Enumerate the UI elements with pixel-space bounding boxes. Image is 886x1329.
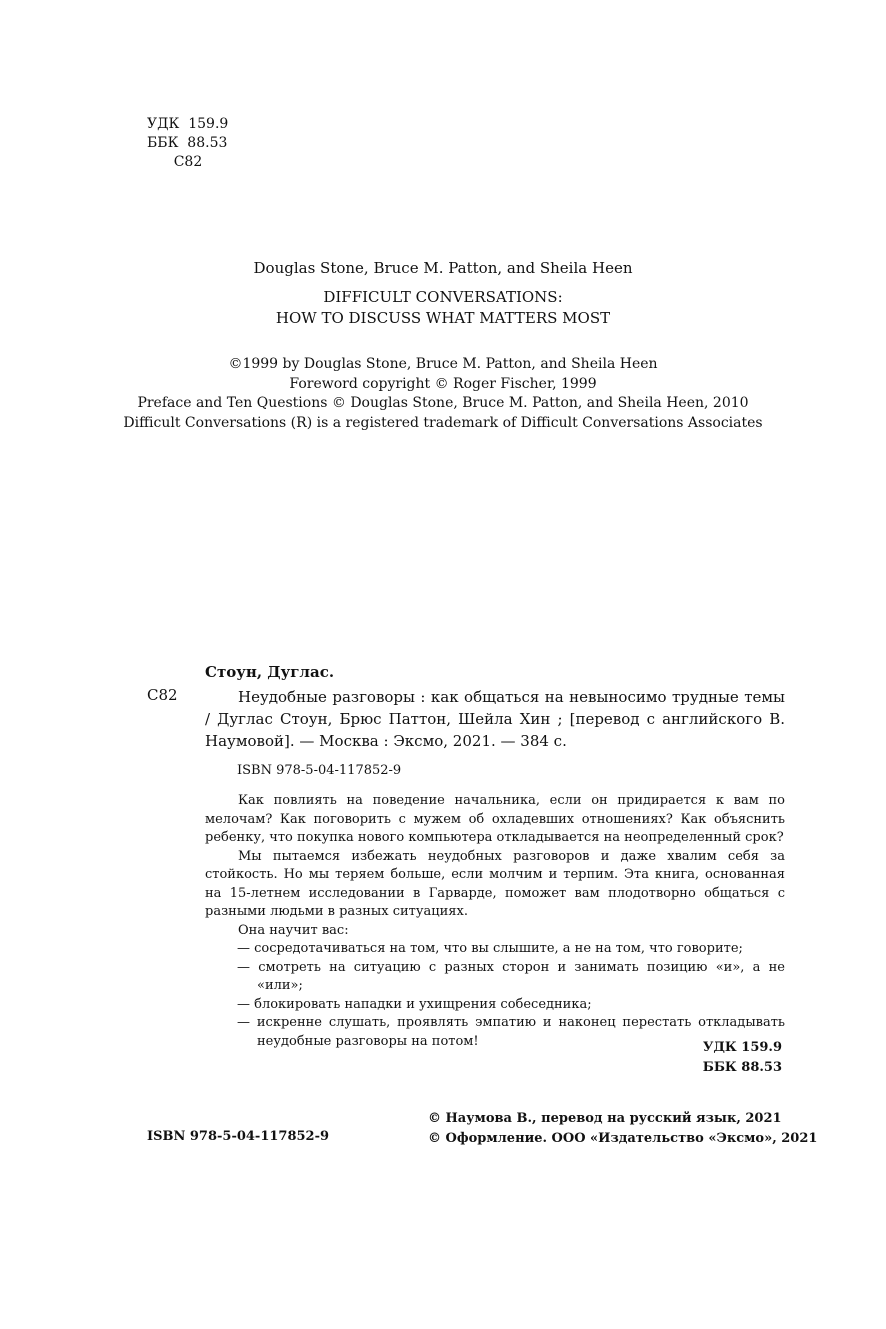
copyright-line: ©1999 by Douglas Stone, Bruce M. Patton, and Sheila Heen (228, 356, 658, 372)
original-copyright (0, 355, 886, 433)
bbk-code: ББК 88.53 (147, 135, 228, 151)
record-heading: Стоун, Дуглас. (205, 663, 335, 681)
original-title-line-1: DIFFICULT CONVERSATIONS: (323, 288, 563, 306)
footer-udk: УДК 159.9 (702, 1040, 782, 1055)
classification-block (147, 115, 228, 172)
annotation-list-item: — смотреть на ситуацию с разных сторон и занимать позицию «и», а не «или»; (237, 959, 785, 993)
record-author-mark: С82 (147, 686, 178, 704)
author-mark: С82 (147, 154, 203, 170)
copyright-line: Difficult Conversations (R) is a registered trademark of Difficult Conversations Associates (123, 414, 763, 431)
record-isbn: ISBN 978-5-04-117852-9 (237, 763, 402, 778)
annotation-paragraph: Мы пытаемся избежать неудобных разговоров и даже хвалим себя за стойкость. Но мы теряем больше, если молчим и терпим. Эта книга, основанная на 15-летнем исследовании в Гарварде, поможет вам плодотворно общаться с разными людьми в разных ситуациях. (205, 848, 785, 919)
rights-design: © Оформление. ООО «Издательство «Эксмо», 2021 (428, 1131, 818, 1146)
copyright-line: Foreword copyright © Roger Fischer, 1999 (289, 375, 597, 392)
annotation-list-item: — блокировать нападки и ухищрения собеседника; (237, 996, 592, 1012)
original-title (0, 287, 886, 329)
footer-isbn: ISBN 978-5-04-117852-9 (147, 1129, 330, 1144)
rights-block (428, 1109, 817, 1149)
annotation-paragraph: Как повлиять на поведение начальника, если он придирается к вам по мелочам? Как поговорить с мужем об охладевших отношениях? Как объяснить ребенку, что покупка нового компьютера откладывается на неопределенный срок? (205, 793, 785, 845)
annotation-list-item: — искренне слушать, проявлять эмпатию и наконец перестать откладывать неудобные разговоры на потом! (237, 1015, 785, 1049)
annotation-paragraph: Она научит вас: (238, 922, 349, 938)
footer-classification (703, 1038, 782, 1078)
copyright-line: Preface and Ten Questions © Douglas Stone, Bruce M. Patton, and Sheila Heen, 2010 (137, 395, 749, 411)
annotation (205, 792, 785, 1051)
original-authors: Douglas Stone, Bruce M. Patton, and Sheila Heen (253, 259, 633, 277)
footer-bbk: ББК 88.53 (702, 1060, 782, 1075)
rights-translation: © Наумова В., перевод на русский язык, 2021 (428, 1111, 782, 1126)
annotation-list-item: — сосредотачиваться на том, что вы слышите, а не на том, что говорите; (237, 941, 743, 956)
bibliographic-description: Неудобные разговоры : как общаться на невыносимо трудные темы / Дуглас Стоун, Брюс Паттон, Шейла Хин ; [перевод с английского В. Наумовой]. — Москва : Эксмо, 2021. — 384 с. (205, 688, 785, 750)
original-title-line-2: HOW TO DISCUSS WHAT MATTERS MOST (275, 309, 611, 327)
udk-code: УДК 159.9 (147, 116, 229, 132)
